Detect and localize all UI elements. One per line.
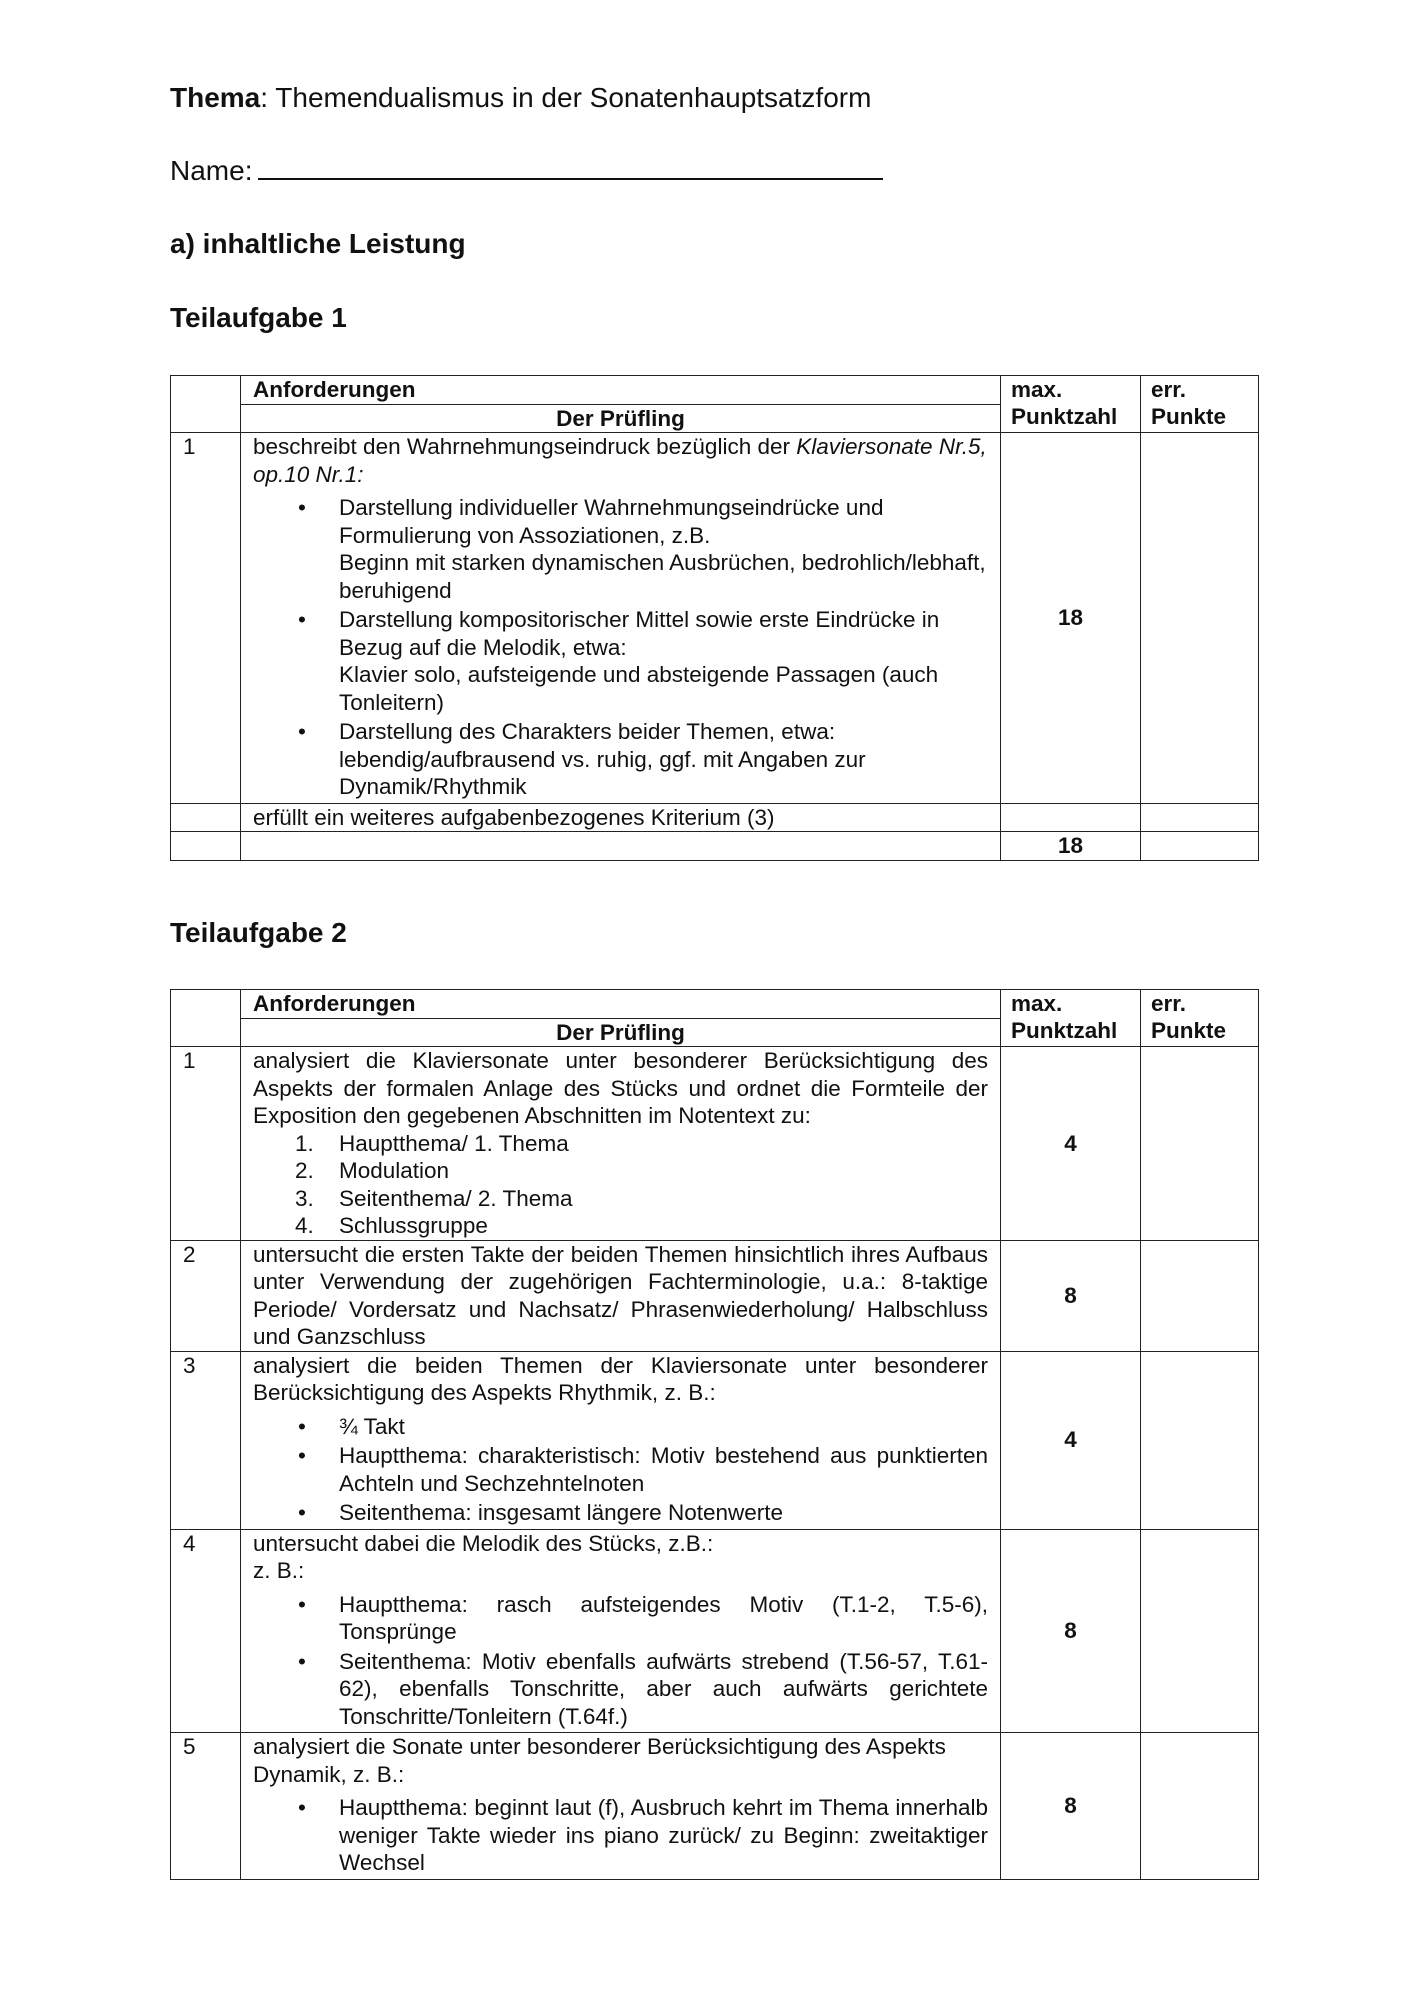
- row-requirement: untersucht die ersten Takte der beiden Themen hinsichtlich ihres Aufbaus unter Verwendung der zugehörigen Fachterminologie, u.a.: 8-taktige Periode/ Vordersatz und Nachsatz/ Phrasenwiederholung/ Halbschluss und Ganzschluss: [241, 1240, 1001, 1351]
- row-max-points: 18: [1001, 433, 1141, 804]
- row-max-points: 4: [1001, 1047, 1141, 1241]
- table-teilaufgabe-1: [170, 375, 1259, 861]
- row-earned-points[interactable]: [1141, 1529, 1259, 1733]
- section-a-heading: a) inhaltliche Leistung: [170, 228, 466, 259]
- table-row: [171, 433, 1259, 804]
- row-number: 1: [171, 1047, 241, 1241]
- header-anforderungen: Anforderungen: [241, 990, 1001, 1019]
- bullet-icon: •: [298, 1591, 306, 1617]
- list-item: 3. Seitenthema/ 2. Thema: [295, 1185, 573, 1211]
- thema-label: Thema: [170, 82, 261, 113]
- header-anforderungen: Anforderungen: [241, 376, 1001, 405]
- row-earned-points[interactable]: [1141, 1351, 1259, 1529]
- name-label: Name:: [170, 155, 253, 186]
- list-item: 2. Modulation: [295, 1158, 450, 1183]
- row-requirement: untersucht dabei die Melodik des Stücks, z.B.: z. B.: • Hauptthema: rasch aufsteigendes Motiv (T.1-2, T.5-6), Tonsprünge • Seitenthema: Motiv ebenfalls aufwärts strebend (T.56-57, T.61-62), ebenfalls Tonschritte, aber auch aufwärts gerichtete Tonschritte/Tonleitern (T.64f.): [241, 1529, 1001, 1733]
- list-item: • ¾ Takt: [298, 1413, 405, 1439]
- teilaufgabe-2-heading: Teilaufgabe 2: [170, 917, 347, 948]
- table-row-total: [171, 832, 1259, 861]
- table-teilaufgabe-2: [170, 989, 1259, 1880]
- row-number: 4: [171, 1529, 241, 1733]
- table-row: [171, 1529, 1259, 1733]
- header-der-pruefling: Der Prüfling: [241, 1018, 1001, 1047]
- row-number: 2: [171, 1240, 241, 1351]
- header-err-punkte: err. Punkte: [1141, 376, 1259, 433]
- row-number: 3: [171, 1351, 241, 1529]
- header-num-cell: [171, 990, 241, 1047]
- table-row: [171, 1351, 1259, 1529]
- row-extra-criterion: erfüllt ein weiteres aufgabenbezogenes Kriterium (3): [241, 803, 1001, 832]
- row-earned-points[interactable]: [1141, 1240, 1259, 1351]
- name-line: [170, 154, 883, 187]
- header-max-punktzahl: max. Punktzahl: [1001, 376, 1141, 433]
- row-earned-points[interactable]: [1141, 433, 1259, 804]
- list-item: • Darstellung individueller Wahrnehmungseindrücke und Formulierung von Assoziationen, z.B. Beginn mit starken dynamischen Ausbrüchen, bedrohlich/lebhaft, beruhigend: [298, 495, 986, 603]
- row-max-points: 4: [1001, 1351, 1141, 1529]
- bullet-icon: •: [298, 1500, 306, 1525]
- list-item: • Seitenthema: insgesamt längere Notenwerte: [298, 1500, 784, 1525]
- table-row: [171, 803, 1259, 832]
- header-err-punkte: err. Punkte: [1141, 990, 1259, 1047]
- bullet-icon: •: [298, 719, 306, 744]
- row-earned-points[interactable]: [1141, 803, 1259, 832]
- list-item: • Darstellung des Charakters beider Themen, etwa: lebendig/aufbrausend vs. ruhig, ggf. mit Angaben zur Dynamik/Rhythmik: [298, 719, 866, 799]
- name-blank[interactable]: [258, 154, 883, 180]
- list-item: • Hauptthema: charakteristisch: Motiv bestehend aus punktierten Achteln und Sechzehntelnoten: [298, 1443, 988, 1496]
- row-number: 1: [171, 433, 241, 804]
- row-number: 5: [171, 1733, 241, 1880]
- teilaufgabe-1-heading: Teilaufgabe 1: [170, 302, 347, 333]
- row-earned-points[interactable]: [1141, 1047, 1259, 1241]
- table-row: [171, 1240, 1259, 1351]
- bullet-icon: •: [298, 495, 306, 520]
- row-max-points: 8: [1001, 1240, 1141, 1351]
- table-row: [171, 1047, 1259, 1241]
- list-item: 4. Schlussgruppe: [295, 1213, 488, 1238]
- row-requirement: analysiert die Klaviersonate unter besonderer Berücksichtigung des Aspekts der formalen Anlage des Stücks und ordnet die Formteile der Exposition den gegebenen Abschnitten im Notentext zu: 1. Hauptthema/ 1. Thema 2. Modulation 3. Seitenthema/ 2. Thema 4. Schlussgruppe: [241, 1047, 1001, 1241]
- total-earned-points[interactable]: [1141, 832, 1259, 861]
- row-max-points: 8: [1001, 1529, 1141, 1733]
- list-item: • Hauptthema: beginnt laut (f), Ausbruch kehrt im Thema innerhalb weniger Takte wieder ins piano zurück/ zu Beginn: zweitaktiger Wechsel: [298, 1795, 988, 1875]
- thema-text: : Themendualismus in der Sonatenhauptsatzform: [260, 82, 872, 113]
- bullet-icon: •: [298, 1413, 306, 1439]
- row-earned-points[interactable]: [1141, 1733, 1259, 1880]
- list-item: 1. Hauptthema/ 1. Thema: [295, 1130, 569, 1156]
- list-item: • Darstellung kompositorischer Mittel sowie erste Eindrücke in Bezug auf die Melodik, etwa: Klavier solo, aufsteigende und absteigende Passagen (auch Tonleitern): [298, 607, 940, 715]
- row-max-points: 8: [1001, 1733, 1141, 1880]
- header-num-cell: [171, 376, 241, 433]
- total-max-points: 18: [1001, 832, 1141, 861]
- thema-line: [170, 82, 871, 114]
- bullet-icon: •: [298, 1648, 306, 1674]
- header-der-pruefling: Der Prüfling: [241, 404, 1001, 433]
- row-requirement: beschreibt den Wahrnehmungseindruck bezüglich der Klaviersonate Nr.5, op.10 Nr.1: • Darstellung individueller Wahrnehmungseindrücke und Formulierung von Assoziationen, z.B. Beginn mit starken dynamischen Ausbrüchen, bedrohlich/lebhaft, beruhigend • Darstellung kompositorischer Mittel sowie erste Eindrücke in Bezug auf die Melodik, etwa: Klavier solo, aufsteigende und absteigende Passagen (auch Tonleitern) • Darstellung des Charakters beider Themen, etwa: lebendig/aufbrausend vs. ruhig, ggf. mit Angaben zur Dynamik/Rhythmik: [241, 433, 1001, 804]
- bullet-icon: •: [298, 1795, 306, 1820]
- bullet-icon: •: [298, 1443, 306, 1468]
- row-requirement: analysiert die beiden Themen der Klaviersonate unter besonderer Berücksichtigung des Aspekts Rhythmik, z. B.: • ¾ Takt • Hauptthema: charakteristisch: Motiv bestehend aus punktierten Achteln und Sechzehntelnoten • Seitenthema: insgesamt längere Notenwerte: [241, 1351, 1001, 1529]
- list-item: • Hauptthema: rasch aufsteigendes Motiv (T.1-2, T.5-6), Tonsprünge: [298, 1591, 988, 1644]
- table-row: [171, 1733, 1259, 1880]
- header-max-punktzahl: max. Punktzahl: [1001, 990, 1141, 1047]
- row-requirement: analysiert die Sonate unter besonderer Berücksichtigung des Aspekts Dynamik, z. B.: • Hauptthema: beginnt laut (f), Ausbruch kehrt im Thema innerhalb weniger Takte wieder ins piano zurück/ zu Beginn: zweitaktiger Wechsel: [241, 1733, 1001, 1880]
- bullet-icon: •: [298, 607, 306, 632]
- list-item: • Seitenthema: Motiv ebenfalls aufwärts strebend (T.56-57, T.61-62), ebenfalls Tonschritte, aber auch aufwärts gerichtete Tonschritte/Tonleitern (T.64f.): [298, 1648, 988, 1729]
